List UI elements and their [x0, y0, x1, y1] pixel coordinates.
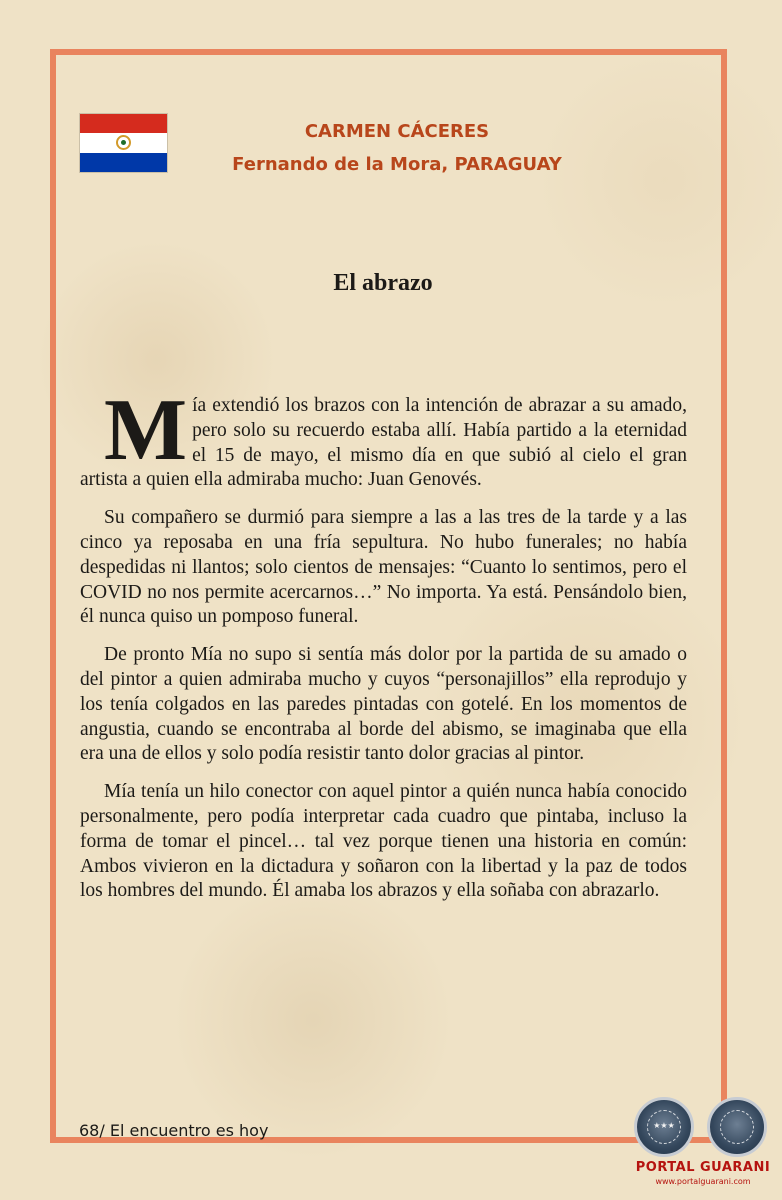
- flag-red-stripe: [80, 114, 167, 133]
- paragraph-4: Mía tenía un hilo conector con aquel pintor a quién nunca había conocido personalmente, pero podía interpretar cada cuadro que pintaba, incluso la forma de tomar el pincel… tal vez porque tienen una historia en común: Ambos vivieron en la dictadura y soñaron con la libertad y la paz de todos los hombres del mundo. Él amaba los abrazos y ella soñaba con abrazarlo.: [80, 781, 687, 902]
- star-icon: ★★★: [653, 1121, 675, 1130]
- flag-blue-stripe: [80, 153, 167, 172]
- page-footer: 68/ El encuentro es hoy: [79, 1121, 269, 1140]
- story-title: El abrazo: [333, 270, 433, 296]
- paraguay-flag-icon: [80, 114, 167, 172]
- seal-badge-ring: [720, 1110, 754, 1144]
- author-location: Fernando de la Mora, PARAGUAY: [232, 154, 562, 175]
- flag-white-stripe: [80, 133, 167, 152]
- watermark-url: www.portalguarani.com: [655, 1177, 751, 1186]
- story-body: [80, 382, 687, 917]
- seal-badge-map-icon: [707, 1097, 767, 1157]
- flag-coat-of-arms-icon: [116, 135, 131, 150]
- seal-badge-icon: [634, 1097, 694, 1157]
- paragraph-3: De pronto Mía no supo si sentía más dolor por la partida de su amado o del pintor a quien admiraba mucho y cuyos “personajillos” ella reprodujo y los tenía colgados en las paredes pintadas con gotelé. En los momentos de angustia, cuando se encontraba al borde del abismo, se imaginaba que ella era una de ellos y solo podía resistir tanto dolor gracias al pintor.: [80, 644, 687, 765]
- paragraph-2: Su compañero se durmió para siempre a las a las tres de la tarde y a las cinco ya reposaba en una fría sepultura. No hubo funerales; no había despedidas ni llantos; solo cientos de mensajes: “Cuanto lo sentimos, pero el COVID no nos permite acercarnos…” No importa. Ya está. Pensándolo bien, él nunca quiso un pomposo funeral.: [80, 507, 687, 628]
- author-name: CARMEN CÁCERES: [304, 121, 490, 142]
- drop-cap: M: [104, 382, 188, 479]
- paragraph-1-text: ía extendió los brazos con la intención de abrazar a su amado, pero solo su recuerdo estaba allí. Había partido a la eternidad el 15 de mayo, el mismo día en que subió al cielo el gran artista a quien ella admiraba mucho: Juan Genovés.: [80, 395, 687, 491]
- paragraph-1: [80, 382, 687, 493]
- watermark-brand: PORTAL GUARANI: [635, 1160, 771, 1175]
